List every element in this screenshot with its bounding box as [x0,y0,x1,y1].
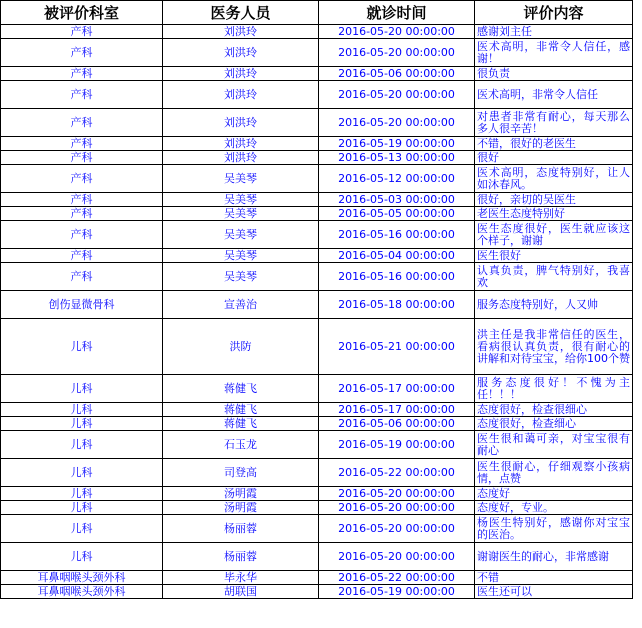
cell-time: 2016-05-19 00:00:00 [319,585,475,599]
cell-time: 2016-05-20 00:00:00 [319,515,475,543]
cell-time: 2016-05-20 00:00:00 [319,501,475,515]
cell-time: 2016-05-20 00:00:00 [319,543,475,571]
cell-staff: 刘洪玲 [163,39,319,67]
header-time: 就诊时间 [319,1,475,25]
cell-staff: 蒋健飞 [163,417,319,431]
cell-time: 2016-05-20 00:00:00 [319,109,475,137]
cell-staff: 蒋健飞 [163,403,319,417]
cell-comment: 医术高明，非常令人信任 [475,81,633,109]
cell-staff: 宣善治 [163,291,319,319]
cell-time: 2016-05-06 00:00:00 [319,417,475,431]
cell-dept: 产科 [1,165,163,193]
table-row [1,193,633,207]
cell-dept: 耳鼻咽喉头颈外科 [1,571,163,585]
cell-comment: 态度好，专业。 [475,501,633,515]
cell-staff: 杨丽蓉 [163,543,319,571]
cell-time: 2016-05-12 00:00:00 [319,165,475,193]
cell-time: 2016-05-19 00:00:00 [319,137,475,151]
cell-time: 2016-05-16 00:00:00 [319,263,475,291]
cell-staff: 蒋健飞 [163,375,319,403]
cell-comment: 感谢刘主任 [475,25,633,39]
cell-comment: 洪主任是我非常信任的医生，看病很认真负责，很有耐心的讲解和对待宝宝，给你100个赞 [475,319,633,375]
cell-comment: 认真负责，脾气特别好，我喜欢 [475,263,633,291]
cell-staff: 吴美琴 [163,263,319,291]
cell-staff: 刘洪玲 [163,81,319,109]
cell-comment: 杨医生特别好，感谢你对宝宝的医治。 [475,515,633,543]
cell-comment: 医术高明，非常令人信任，感谢！ [475,39,633,67]
cell-staff: 刘洪玲 [163,137,319,151]
cell-time: 2016-05-06 00:00:00 [319,67,475,81]
cell-dept: 儿科 [1,501,163,515]
cell-time: 2016-05-22 00:00:00 [319,459,475,487]
cell-time: 2016-05-13 00:00:00 [319,151,475,165]
cell-dept: 产科 [1,39,163,67]
cell-comment: 谢谢医生的耐心，非常感谢 [475,543,633,571]
table-row [1,67,633,81]
cell-staff: 吴美琴 [163,249,319,263]
cell-staff: 毕永华 [163,571,319,585]
cell-time: 2016-05-20 00:00:00 [319,81,475,109]
cell-dept: 产科 [1,193,163,207]
cell-time: 2016-05-04 00:00:00 [319,249,475,263]
cell-time: 2016-05-03 00:00:00 [319,193,475,207]
cell-dept: 产科 [1,263,163,291]
cell-time: 2016-05-20 00:00:00 [319,487,475,501]
table-row [1,417,633,431]
cell-comment: 服务态度特别好，人又帅 [475,291,633,319]
cell-comment: 态度很好，检查很细心 [475,403,633,417]
cell-time: 2016-05-17 00:00:00 [319,403,475,417]
cell-comment: 很好，亲切的吴医生 [475,193,633,207]
table-row [1,543,633,571]
cell-staff: 刘洪玲 [163,67,319,81]
cell-time: 2016-05-21 00:00:00 [319,319,475,375]
cell-time: 2016-05-18 00:00:00 [319,291,475,319]
cell-comment: 医生还可以 [475,585,633,599]
cell-staff: 吴美琴 [163,207,319,221]
cell-time: 2016-05-16 00:00:00 [319,221,475,249]
cell-comment: 老医生态度特别好 [475,207,633,221]
cell-staff: 汤明霞 [163,501,319,515]
cell-staff: 司登高 [163,459,319,487]
header-dept: 被评价科室 [1,1,163,25]
cell-time: 2016-05-19 00:00:00 [319,431,475,459]
cell-dept: 产科 [1,207,163,221]
table-row [1,319,633,375]
cell-dept: 产科 [1,25,163,39]
header-staff: 医务人员 [163,1,319,25]
table-row [1,515,633,543]
cell-staff: 洪防 [163,319,319,375]
cell-dept: 产科 [1,221,163,249]
cell-dept: 儿科 [1,417,163,431]
cell-comment: 医生很和蔼可亲，对宝宝很有耐心 [475,431,633,459]
table-row [1,249,633,263]
table-row [1,459,633,487]
cell-comment: 对患者非常有耐心，每天那么多人很辛苦！ [475,109,633,137]
table-row [1,165,633,193]
cell-comment: 不错，很好的老医生 [475,137,633,151]
cell-staff: 吴美琴 [163,221,319,249]
table-row [1,571,633,585]
cell-dept: 儿科 [1,515,163,543]
cell-time: 2016-05-17 00:00:00 [319,375,475,403]
cell-comment: 不错 [475,571,633,585]
table-row [1,221,633,249]
cell-dept: 产科 [1,67,163,81]
table-row [1,151,633,165]
cell-dept: 产科 [1,137,163,151]
table-row [1,291,633,319]
cell-comment: 医生很耐心，仔细观察小孩病情，点赞 [475,459,633,487]
cell-dept: 儿科 [1,459,163,487]
cell-staff: 胡联国 [163,585,319,599]
cell-staff: 刘洪玲 [163,151,319,165]
cell-comment: 态度很好，检查细心 [475,417,633,431]
cell-staff: 刘洪玲 [163,25,319,39]
cell-dept: 儿科 [1,431,163,459]
cell-dept: 产科 [1,81,163,109]
cell-comment: 医术高明，态度特别好，让人如沐春风。 [475,165,633,193]
cell-time: 2016-05-22 00:00:00 [319,571,475,585]
cell-staff: 杨丽蓉 [163,515,319,543]
table-row [1,403,633,417]
cell-dept: 儿科 [1,487,163,501]
header-row [1,1,633,25]
cell-comment: 很好 [475,151,633,165]
cell-dept: 产科 [1,249,163,263]
cell-comment: 很负责 [475,67,633,81]
table-row [1,585,633,599]
cell-staff: 吴美琴 [163,165,319,193]
table-row [1,39,633,67]
table-row [1,501,633,515]
cell-staff: 吴美琴 [163,193,319,207]
cell-comment: 态度好 [475,487,633,501]
table-row [1,137,633,151]
cell-dept: 儿科 [1,403,163,417]
cell-dept: 儿科 [1,375,163,403]
cell-staff: 石玉龙 [163,431,319,459]
table-row [1,109,633,137]
table-row [1,487,633,501]
cell-time: 2016-05-05 00:00:00 [319,207,475,221]
cell-staff: 刘洪玲 [163,109,319,137]
cell-dept: 儿科 [1,319,163,375]
cell-dept: 儿科 [1,543,163,571]
table-row [1,25,633,39]
cell-dept: 耳鼻咽喉头颈外科 [1,585,163,599]
table-row [1,207,633,221]
cell-dept: 创伤显微骨科 [1,291,163,319]
header-comment: 评价内容 [475,1,633,25]
cell-dept: 产科 [1,151,163,165]
table-row [1,431,633,459]
cell-dept: 产科 [1,109,163,137]
cell-time: 2016-05-20 00:00:00 [319,25,475,39]
table-row [1,375,633,403]
table-row [1,263,633,291]
cell-time: 2016-05-20 00:00:00 [319,39,475,67]
table-row [1,81,633,109]
cell-comment: 医生态度很好，医生就应该这个样子，谢谢 [475,221,633,249]
cell-staff: 汤明霞 [163,487,319,501]
table-body [1,25,633,599]
cell-comment: 医生很好 [475,249,633,263]
cell-comment: 服务态度很好！不愧为主任！！！ [475,375,633,403]
